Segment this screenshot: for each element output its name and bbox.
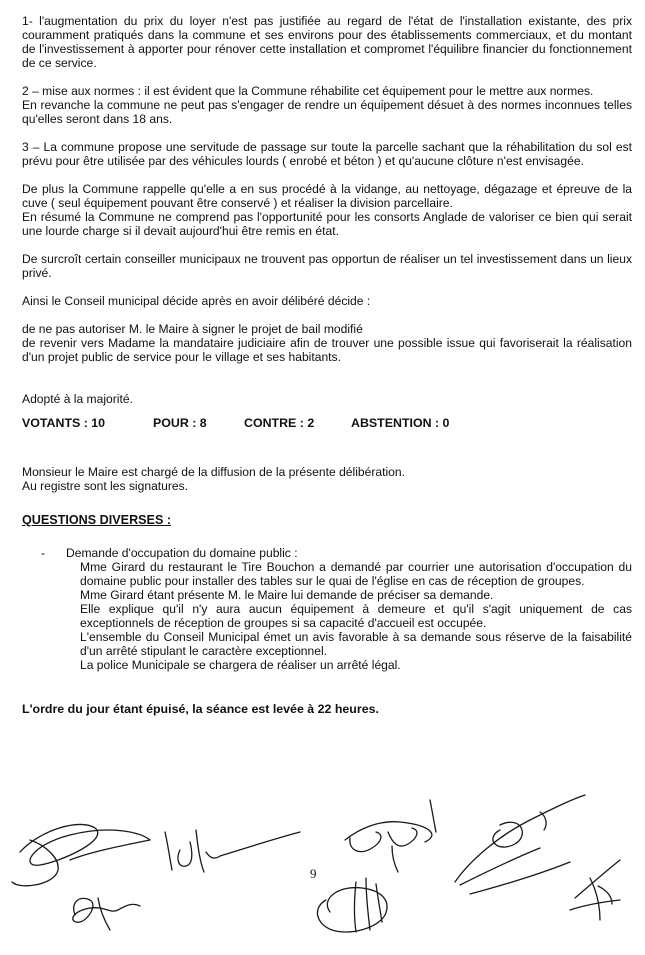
votants-count: VOTANTS : 10 [22, 416, 106, 430]
signatures [0, 790, 645, 955]
signature-7 [570, 860, 620, 920]
signature-3 [73, 898, 140, 930]
registre-signatures: Au registre sont les signatures. [22, 479, 189, 493]
page-number: 9 [310, 866, 317, 881]
maire-diffusion: Monsieur le Maire est chargé de la diffusion de la présente délibération. [22, 465, 405, 479]
signature-2 [165, 830, 300, 872]
vote-results [22, 416, 632, 430]
paragraph-normes-revanche: En revanche la commune ne peut pas s'engager de rendre un équipement désuet à des normes inconnues telles qu'elles seront dans 18 ans. [22, 98, 632, 126]
signature-4 [345, 800, 436, 872]
question-line: Mme Girard étant présente M. le Maire lui demande de préciser sa demande. [80, 588, 494, 602]
paragraph-resume: En résumé la Commune ne comprend pas l'opportunité pour les consorts Anglade de valoriser ce bien qui serait une lourde charge si il devait aujourd'hui être remis en état. [22, 210, 632, 238]
question-line: Elle explique qu'il n'y aura aucun équipement à demeure et qu'il s'agit uniquement de cas exceptionnels de réception de groupes si sa capacité d'accueil est occupée. [80, 602, 632, 630]
paragraph-surcroit: De surcroît certain conseiller municipaux ne trouvent pas opportun de réaliser un tel investissement dans un lieux privé. [22, 252, 632, 280]
decision-bail: de ne pas autoriser M. le Maire à signer le projet de bail modifié [22, 322, 363, 336]
list-dash: - [41, 546, 46, 560]
question-line: La police Municipale se chargera de réaliser un arrêté légal. [80, 658, 401, 672]
deliberation-page [22, 14, 632, 716]
paragraph-loyer: 1- l'augmentation du prix du loyer n'est pas justifiée au regard de l'état de l'installation existante, des prix couramment pratiqués dans la commune et ses environs pour des établissements commerciaux, et du montant de l'investissement à apporter pour rénover cette installation et compromet l'équilibre financier du fonctionnement de ce service. [22, 14, 632, 70]
question-line: L'ensemble du Conseil Municipal émet un avis favorable à sa demande sous réserve de la faisabilité d'un arrêté stipulant le caractère exceptionnel. [80, 630, 632, 658]
paragraph-normes: 2 – mise aux normes : il est évident que la Commune réhabilite cet équipement pour le mettre aux normes. [22, 84, 594, 98]
question-item [22, 546, 632, 672]
signature-5 [317, 878, 387, 932]
adoption-text: Adopté à la majorité. [22, 392, 133, 406]
question-item-title: Demande d'occupation du domaine public : [66, 546, 298, 560]
paragraph-decision-intro: Ainsi le Conseil municipal décide après en avoir délibéré décide : [22, 294, 371, 308]
decision-mandataire: de revenir vers Madame la mandataire judiciaire afin de trouver une possible issue qui favoriserait la réalisation d'un projet public de service pour le village et ses habitants. [22, 336, 632, 364]
signature-1 [12, 824, 150, 885]
paragraph-cuve: De plus la Commune rappelle qu'elle a en sus procédé à la vidange, au nettoyage, dégazage et épreuve de la cuve ( seul équipement pouvant être conservé ) et réaliser la division parcellaire. [22, 182, 632, 210]
closing-statement: L'ordre du jour étant épuisé, la séance est levée à 22 heures. [22, 702, 379, 716]
contre-count: CONTRE : 2 [244, 416, 315, 430]
question-line: Mme Girard du restaurant le Tire Bouchon a demandé par courrier une autorisation d'occupation du domaine public pour installer des tables sur le quai de l'église en cas de réception de groupes. [80, 560, 632, 588]
abstention-count: ABSTENTION : 0 [351, 416, 450, 430]
pour-count: POUR : 8 [153, 416, 207, 430]
questions-diverses-title: QUESTIONS DIVERSES : [22, 513, 172, 527]
paragraph-servitude: 3 – La commune propose une servitude de passage sur toute la parcelle sachant que la réhabilitation du sol est prévu pour être utilisée par des véhicules lourds ( enrobé et béton ) et qu'aucune clôture n'est envisagée. [22, 140, 632, 168]
signature-6 [455, 795, 585, 894]
